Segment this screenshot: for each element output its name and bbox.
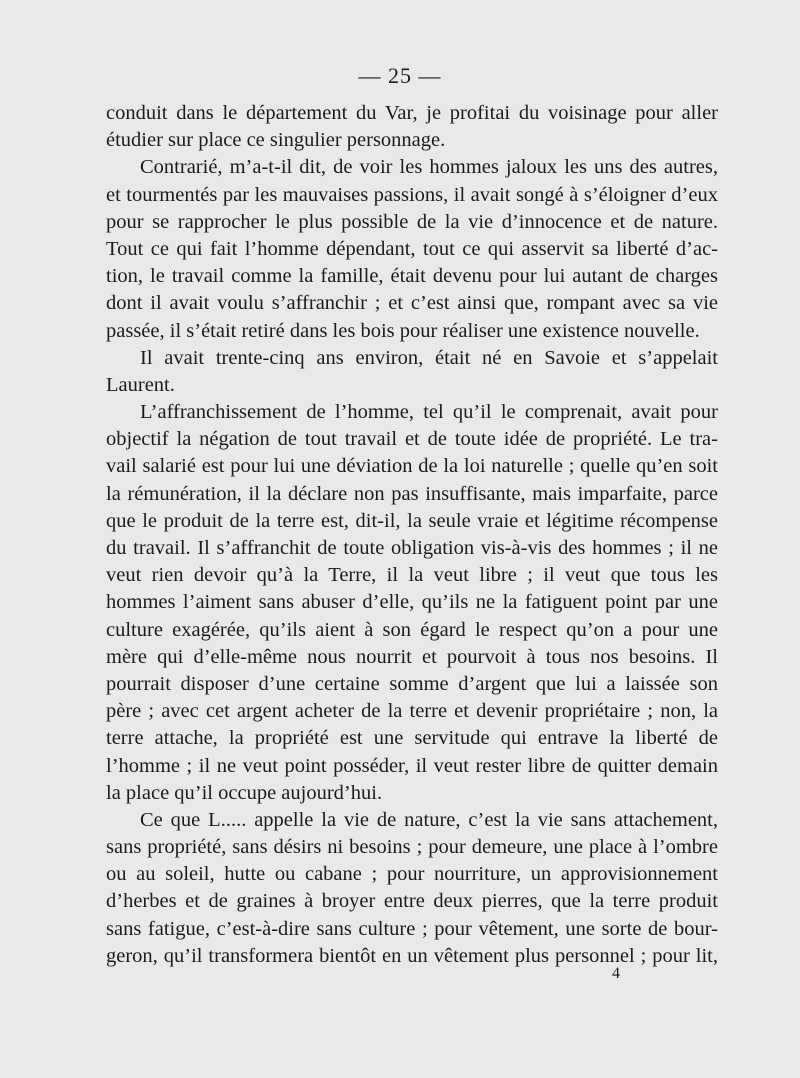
text-line: hommes l’aiment sans abuser d’elle, qu’ils ne la fatiguent point par une [106, 591, 718, 614]
text-line: objectif la négation de tout travail et de toute idée de propriété. Le tra- [106, 428, 718, 451]
text-line: geron, qu’il transformera bientôt en un vêtement plus personnel ; pour lit, [106, 944, 718, 967]
text-line: la rémunération, il la déclare non pas insuffisante, mais imparfaite, parce [106, 482, 718, 505]
text-line: terre attache, la propriété est une servitude qui entrave la liberté de [106, 727, 718, 750]
paragraph-3 [106, 345, 718, 399]
text-line: la place qu’il occupe aujourd’hui. [106, 781, 383, 804]
signature-mark: 4 [612, 965, 620, 982]
text-line: père ; avec cet argent acheter de la terre et devenir propriétaire ; non, la [106, 700, 718, 723]
text-line: Tout ce qui fait l’homme dépendant, tout ce qui asservit sa liberté d’ac- [106, 237, 718, 260]
text-line: que le produit de la terre est, dit-il, la seule vraie et légitime récompense [106, 509, 718, 532]
text-line: pour se rapprocher le plus possible de la vie d’innocence et de nature. [106, 210, 718, 233]
paragraph-4 [106, 399, 718, 807]
text-line: Laurent. [106, 373, 175, 396]
text-line: l’homme ; il ne veut point posséder, il veut rester libre de quitter demain [106, 754, 718, 777]
text-line: sans fatigue, c’est-à-dire sans culture ; pour vêtement, une sorte de bour- [106, 917, 718, 940]
text-line: conduit dans le département du Var, je profitai du voisinage pour aller [106, 102, 718, 124]
text-line: culture exagérée, qu’ils aient à son égard le respect qu’on a pour une [106, 618, 718, 641]
text-line: et tourmentés par les mauvaises passions, il avait songé à s’éloigner d’eux [106, 183, 718, 206]
paragraph-1 [106, 100, 718, 154]
text-line: Il avait trente-cinq ans environ, était né en Savoie et s’appelait [140, 346, 718, 369]
text-line: pourrait disposer d’une certaine somme d’argent que lui a laissée son [106, 672, 718, 695]
text-line: mère qui d’elle-même nous nourrit et pourvoit à tous nos besoins. Il [106, 645, 718, 668]
paragraph-5 [106, 807, 718, 970]
text-line: tion, le travail comme la famille, était devenu pour lui autant de charges [106, 265, 718, 288]
text-line: dont il avait voulu s’affranchir ; et c’est ainsi que, rompant avec sa vie [106, 292, 718, 315]
paragraph-2 [106, 154, 718, 344]
text-line: du travail. Il s’affranchit de toute obligation vis-à-vis des hommes ; il ne [106, 537, 718, 559]
text-line: ou au soleil, hutte ou cabane ; pour nourriture, un approvisionnement [106, 863, 718, 886]
text-line: Ce que L..... appelle la vie de nature, c’est la vie sans attachement, [140, 808, 718, 831]
page-number: — 25 — [358, 63, 442, 88]
text-line: veut rien devoir qu’à la Terre, il la veut libre ; il veut que tous les [106, 564, 718, 587]
text-line: étudier sur place ce singulier personnage. [106, 129, 446, 152]
text-line: Contrarié, m’a-t-il dit, de voir les hommes jaloux les uns des autres, [140, 156, 718, 179]
text-line: vail salarié est pour lui une déviation de la loi naturelle ; quelle qu’en soit [106, 455, 718, 478]
body-text [106, 100, 718, 970]
text-line: d’herbes et de graines à broyer entre deux pierres, que la terre produit [106, 890, 718, 913]
text-line: sans propriété, sans désirs ni besoins ; pour demeure, une place à l’ombre [106, 836, 718, 859]
text-line: passée, il s’était retiré dans les bois pour réaliser une existence nouvelle. [106, 319, 700, 342]
text-line: L’affranchissement de l’homme, tel qu’il le comprenait, avait pour [140, 401, 718, 424]
